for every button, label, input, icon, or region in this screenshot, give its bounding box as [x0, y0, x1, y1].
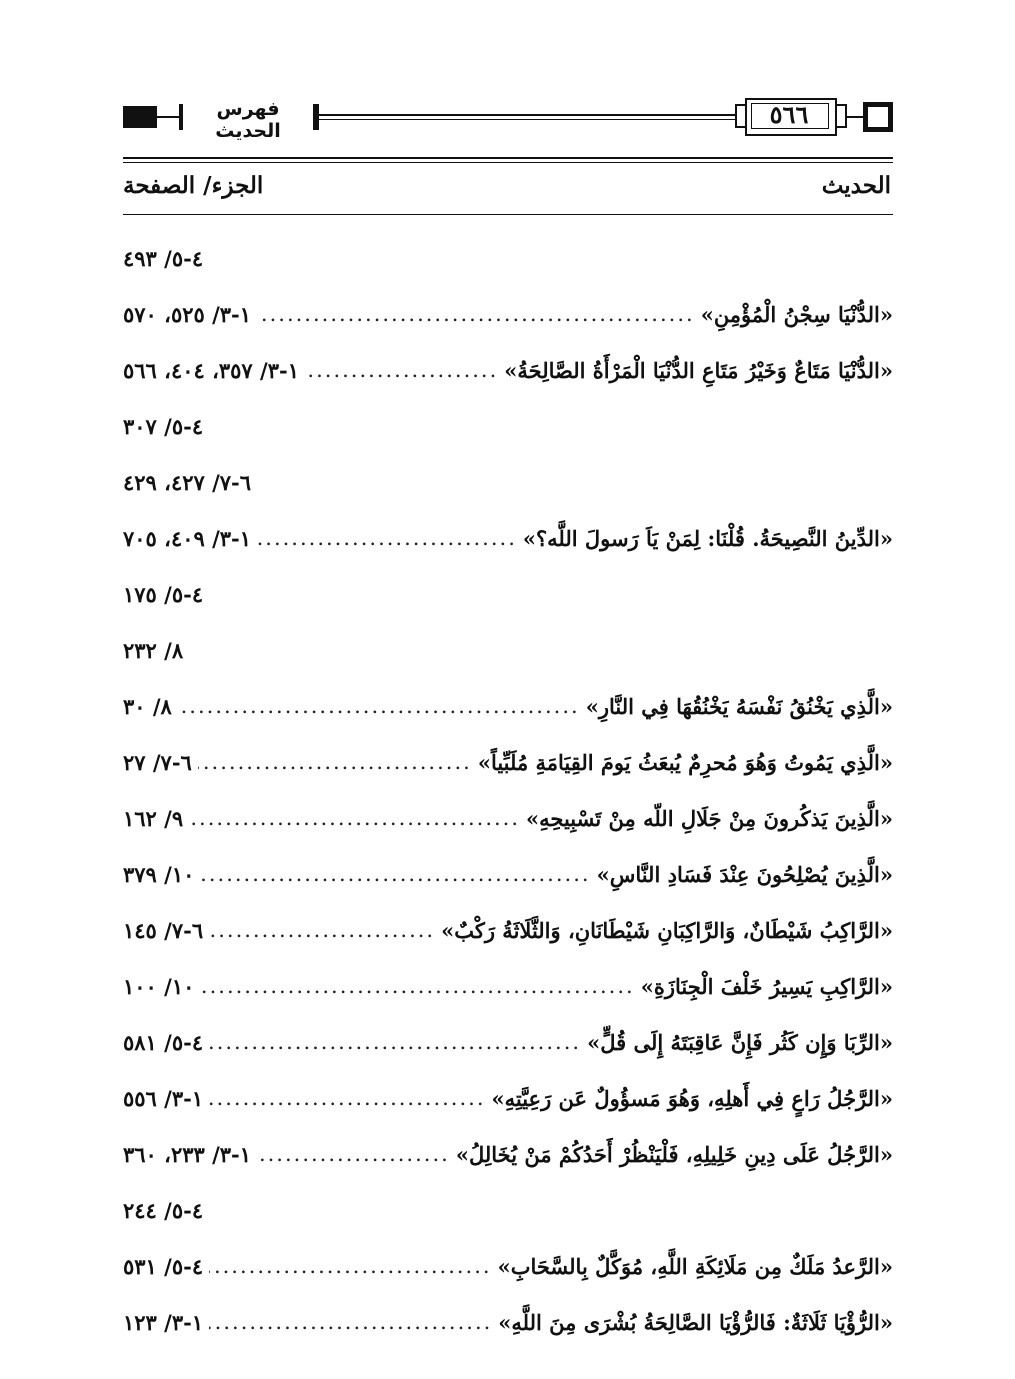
entry-ref: ٦-٧/ ٢٧ [123, 749, 192, 775]
leader-dots [200, 974, 634, 998]
column-rule-bottom [123, 214, 893, 215]
column-rule-top [123, 157, 893, 159]
entry-ref: ٤-٥/ ٣٠٧ [123, 413, 204, 439]
index-entry [123, 1134, 893, 1174]
entry-ref: ٤-٥/ ٢٤٤ [123, 1197, 204, 1223]
ornament-square-right [863, 102, 893, 132]
index-entry [123, 742, 893, 782]
leader-dots [209, 1310, 492, 1334]
column-heading-part-page: الجزء/ الصفحة [123, 172, 264, 199]
index-entry [123, 350, 893, 390]
entry-ref: ٤-٥/ ٤٩٣ [123, 245, 204, 271]
leader-dots [305, 358, 498, 382]
index-entry [123, 518, 893, 558]
entry-ref: ٦-٧/ ٤٢٧، ٤٢٩ [123, 469, 252, 495]
header-rule-right [845, 116, 865, 118]
entry-ref: ٤-٥/ ٥٣١ [123, 1253, 204, 1279]
leader-dots [257, 526, 517, 550]
ornament-bar-left [123, 106, 157, 128]
entry-ref: ١-٣/ ٥٢٥، ٥٧٠ [123, 301, 252, 327]
entry-ref: ٤-٥/ ١٧٥ [123, 581, 204, 607]
entry-text: «الرَّاكِبُ شَيْطَانٌ، وَالرَّاكِبَانِ شَيْطَانَانِ، وَالثَّلَاثَةُ رَكْبٌ» [441, 917, 893, 943]
entry-text: «الرُّؤْيَا ثَلَاثَةٌ: فَالرُّؤْيَا الصَّالِحَةُ بُشْرَى مِنَ اللَّهِ» [498, 1309, 893, 1335]
header-rule-lower [313, 119, 739, 120]
entry-text: «الَّذِينَ يُصْلِحُونَ عِنْدَ فَسَادِ النَّاسِ» [596, 861, 893, 887]
entry-text: «الرَّجُلُ رَاعٍ فِي أَهلِهِ، وَهُوَ مَسؤُولٌ عَن رَعِيَّتِهِ» [491, 1085, 893, 1111]
entry-text: «الَّذِي يَمُوتُ وَهُوَ مُحرِمٌ يُبعَثُ يَومَ القِيَامَةِ مُلَبِّياً» [477, 749, 893, 775]
entry-ref: ٩/ ١٦٢ [123, 805, 184, 831]
header-rule-upper [313, 114, 739, 116]
entry-text: «الرَّعدُ مَلَكٌ مِن مَلَائِكَةِ اللَّهِ، مُوَكَّلٌ بِالسَّحَابِ» [497, 1253, 893, 1279]
entry-text: «الرَّاكِبِ يَسِيرُ خَلْفَ الْجِنَازَةِ» [640, 973, 893, 999]
entry-ref: ١-٣/ ٤٠٩، ٧٠٥ [123, 525, 252, 551]
entry-ref: ٦-٧/ ١٤٥ [123, 917, 204, 943]
entry-ref: ١-٣/ ٣٥٧، ٤٠٤، ٥٦٦ [123, 357, 299, 383]
leader-dots [189, 806, 520, 830]
leader-dots [209, 1254, 491, 1278]
leader-dots [209, 1030, 581, 1054]
leader-dots [209, 1086, 485, 1110]
entry-text: «الَّذِي يَخْنُقُ نَفْسَهُ يَخْنُقُهَا فِي النَّارِ» [585, 693, 893, 719]
index-entry [123, 406, 893, 446]
index-entry [123, 238, 893, 278]
entry-ref: ١-٣/ ١٢٣ [123, 1309, 204, 1335]
index-entry [123, 462, 893, 502]
entry-ref: ٤-٥/ ٥٨١ [123, 1029, 204, 1055]
index-entry [123, 966, 893, 1006]
entry-text: «الدِّينُ النَّصِيحَةُ. قُلْنَا: لِمَنْ يَاَ رَسولَ اللَّه؟» [522, 525, 893, 551]
index-entry [123, 1302, 893, 1342]
leader-dots [257, 302, 695, 326]
index-entry [123, 854, 893, 894]
entry-ref: ١-٣/ ٥٥٦ [123, 1085, 204, 1111]
column-heading-hadith: الحديث [821, 172, 891, 199]
column-rule-top-thin [123, 162, 893, 163]
leader-dots [200, 862, 590, 886]
entry-text: «الدُّنْيَا سِجْنُ الْمُؤْمِنِ» [700, 301, 893, 327]
entry-text: «الَّذِينَ يَذكُرونَ مِنْ جَلَالِ اللّه مِنْ تَسْبِيحِهِ» [526, 805, 893, 831]
entry-ref: ١٠/ ٣٧٩ [123, 861, 195, 887]
leader-dots [209, 918, 435, 942]
section-title: فهرس الحديث [183, 98, 313, 142]
running-header [123, 96, 893, 140]
index-entry [123, 1078, 893, 1118]
page-number-frame [735, 96, 845, 136]
index-entry [123, 574, 893, 614]
entry-text: «الرِّبَا وَإِن كَثُر فَإِنَّ عَاقِبَتَهُ إِلَى قُلٍّ» [587, 1029, 893, 1055]
leader-dots [178, 694, 580, 718]
entry-ref: ١-٣/ ٢٣٣، ٣٦٠ [123, 1141, 252, 1167]
entry-ref: ٨/ ٢٣٢ [123, 637, 184, 663]
entry-text: «الدُّنْيَا مَتَاعٌ وَخَيْرُ مَتَاعِ الدُّنْيَا الْمَرْأَةُ الصَّالِحَةُ» [504, 357, 893, 383]
leader-dots [257, 1142, 450, 1166]
entry-ref: ٨/ ٣٠ [123, 693, 172, 719]
index-entry [123, 1022, 893, 1062]
index-entry [123, 630, 893, 670]
page-number: ٥٦٦ [769, 100, 809, 129]
index-entry [123, 910, 893, 950]
index-entry [123, 798, 893, 838]
index-entry [123, 686, 893, 726]
index-entry [123, 294, 893, 334]
ornament-tick-mid [313, 104, 319, 130]
header-rule-segment [157, 116, 183, 118]
entry-text: «الرَّجُلُ عَلَى دِينِ خَلِيلِهِ، فَلْيَنْظُرْ أَحَدُكُمْ مَنْ يُخَالِلُ» [455, 1141, 893, 1167]
entry-ref: ١٠/ ١٠٠ [123, 973, 195, 999]
leader-dots [198, 750, 472, 774]
index-entry [123, 1246, 893, 1286]
index-entry [123, 1190, 893, 1230]
